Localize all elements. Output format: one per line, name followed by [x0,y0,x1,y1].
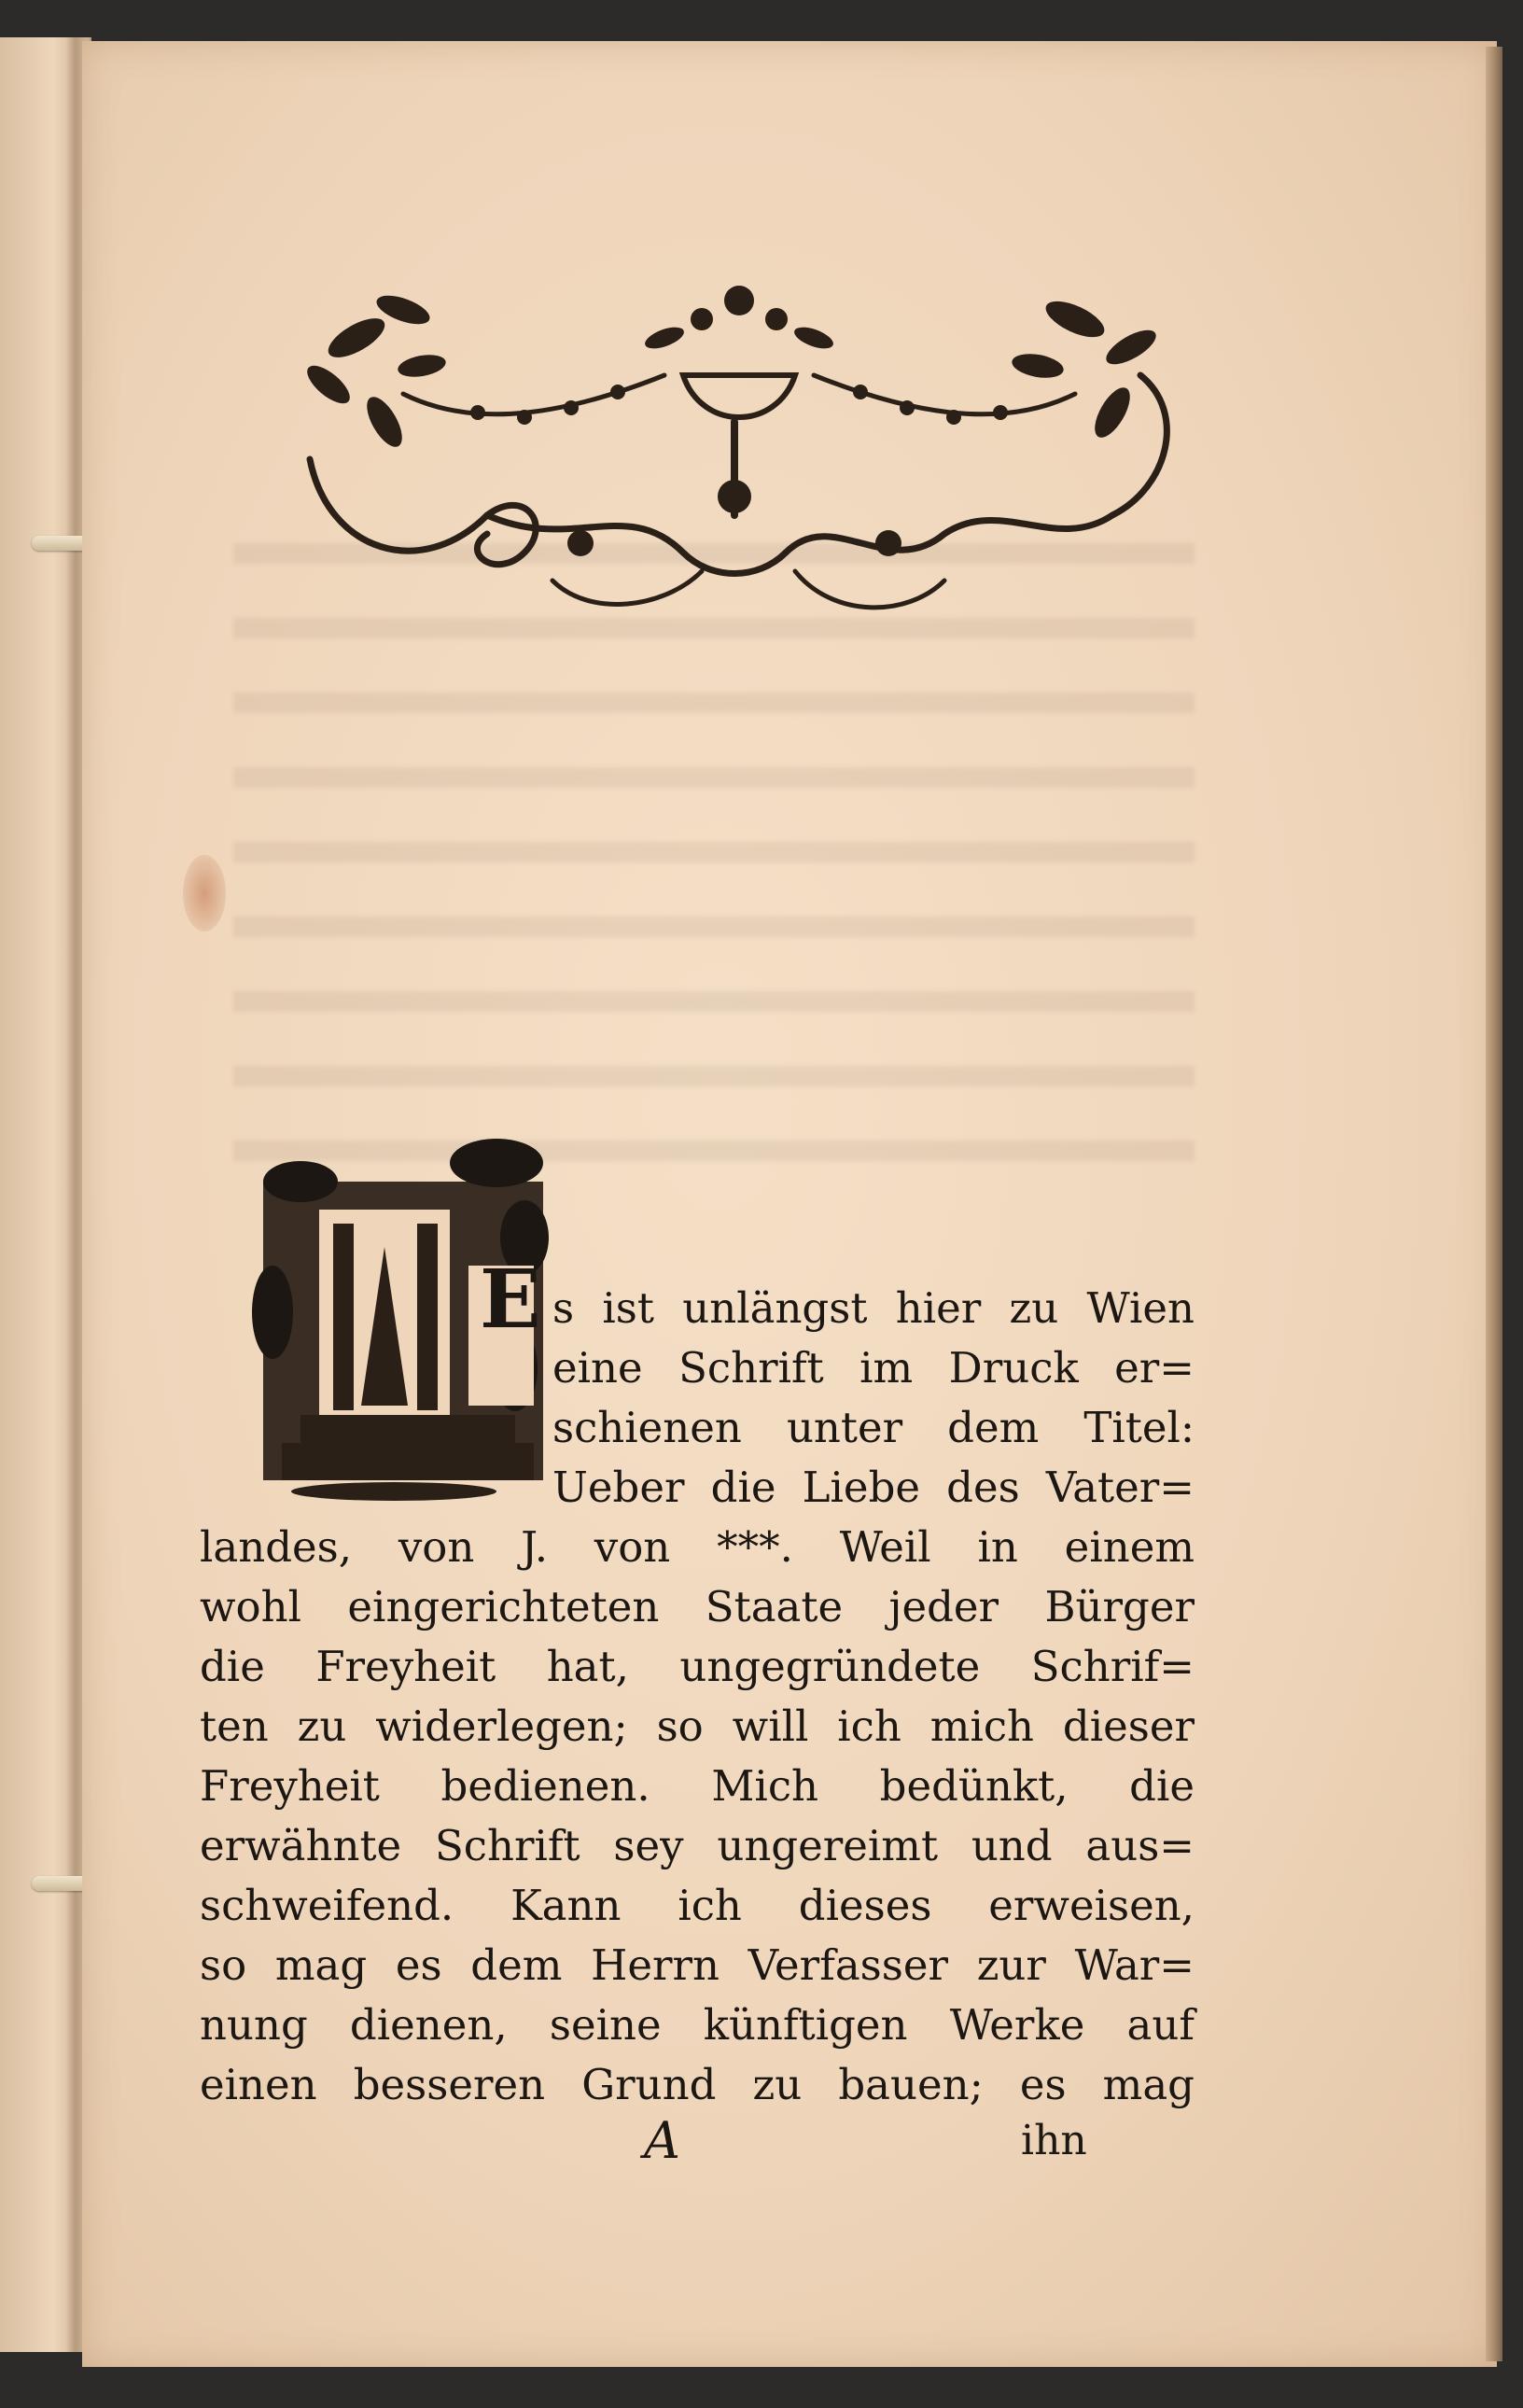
text-line: Ueber die Liebe des Vater= [552,1463,1195,1512]
text-line: einen besseren Grund zu bauen; es mag [200,2060,1195,2109]
text-line: schweifend. Kann ich dieses erweisen, [200,1881,1195,1930]
text-line: ten zu widerlegen; so will ich mich dieser [200,1701,1195,1751]
text-line: landes, von J. von ***. Weil in einem [200,1522,1195,1572]
drop-cap-letter: E [480,1253,541,1347]
text-line: die Freyheit hat, ungegründete Schrif= [200,1642,1195,1691]
signature-mark: A [644,2111,680,2170]
text-line: so mag es dem Herrn Verfasser zur War= [200,1940,1195,1990]
text-line: erwähnte Schrift sey ungereimt und aus= [200,1821,1195,1870]
text-line: nung dienen, seine künftigen Werke auf [200,2000,1195,2050]
text-line: wohl eingerichteten Staate jeder Bürger [200,1582,1195,1631]
catchword: ihn [1021,2117,1087,2164]
text-line: Freyheit bedienen. Mich bedünkt, die [200,1761,1195,1811]
paper-stain [183,855,226,931]
floral-headpiece-ornament [272,273,1196,627]
text-line: eine Schrift im Druck er= [552,1343,1195,1393]
page-stack-edge [1486,47,1502,2361]
text-line: schienen unter dem Titel: [552,1403,1195,1452]
text-line: s ist unlängst hier zu Wien [552,1283,1195,1333]
